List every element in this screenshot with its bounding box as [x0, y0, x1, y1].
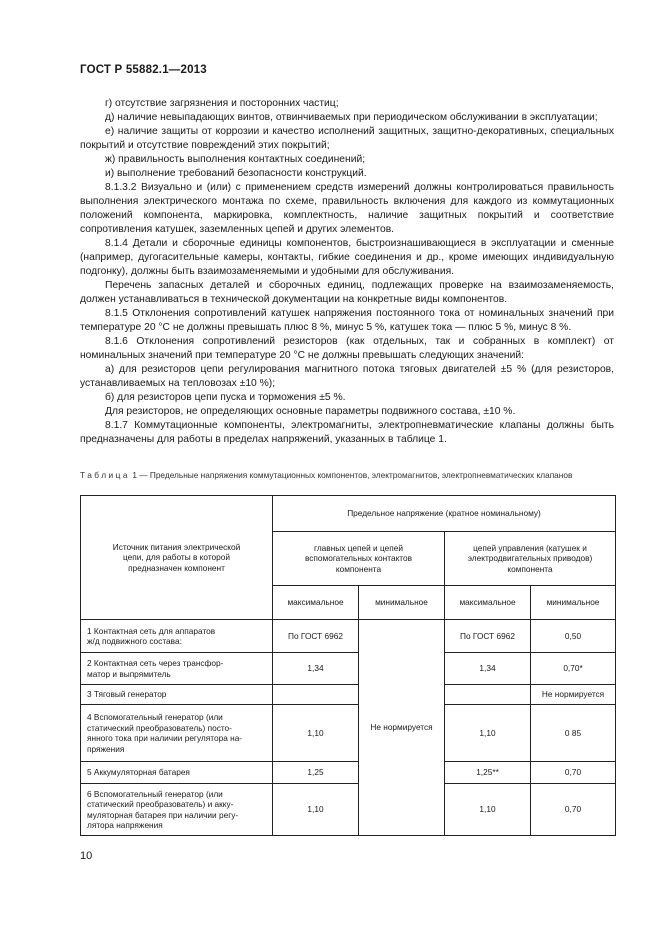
clause-paragraph: 8.1.4 Детали и сборочные единицы компонентов, быстроизнашивающиеся в эксплуатации и сменные (например, дугогасительные камеры, контакты, гибкие соединения и др., кроме имеющих индивидуальную подгонку), должны быть взаимозаменяемыми и удобными для обслуживания.: [80, 238, 614, 277]
header-control-circuits: цепей управления (катушек и электродвигательных приводов) компонента: [445, 532, 616, 586]
table-row: [81, 762, 616, 784]
source-line: статический преобразователь) и акку-: [87, 799, 234, 809]
source-line: 5 Аккумуляторная батарея: [87, 767, 190, 778]
table-caption-word: Таблица: [80, 470, 131, 480]
source-line: 3 Тяговый генератор: [87, 689, 167, 700]
source-line: матор и выпрямитель: [87, 668, 171, 679]
clause-paragraph: 8.1.7 Коммутационные компоненты, электромагниты, электропневматические клапаны должны быть предназначены для работы в пределах напряжений, указанных в таблице 1.: [80, 420, 614, 445]
voltage-limits-table: [80, 495, 616, 836]
clause-paragraph: Для резисторов, не определяющих основные параметры подвижного состава, ±10 %.: [105, 406, 516, 417]
source-line: статический преобразователь) посто-: [87, 722, 232, 733]
source-line: 1 Контактная сеть для аппаратов: [87, 625, 216, 636]
source-line: ж/д подвижного состава:: [87, 636, 182, 646]
main-max-cell: 1,10: [273, 705, 359, 762]
main-max-cell: 1,34: [273, 653, 359, 685]
ctrl-min-cell: 0 85: [531, 705, 616, 762]
body-text: [80, 97, 614, 447]
header-main-circuits: главных цепей и цепей вспомогательных контактов компонента: [273, 532, 445, 586]
ctrl-min-cell: 0,70*: [531, 653, 616, 685]
header-source: Источник питания электрической цепи, для работы в которой предназначен компонент: [81, 496, 273, 620]
main-max-cell: 1,25: [273, 762, 359, 784]
list-item: ж) правильность выполнения контактных соединений;: [105, 154, 366, 165]
clause-paragraph: 8.1.5 Отклонения сопротивлений катушек напряжения постоянного тока от номинальных значений при температуре 20 °C не должны превышать плюс 8 %, минус 5 %, катушек тока — плюс 5 %, минус 8 %.: [80, 308, 614, 333]
main-max-cell: По ГОСТ 6962: [273, 620, 359, 653]
table-row: [81, 620, 616, 653]
ctrl-min-cell: 0,50: [531, 620, 616, 653]
ctrl-min-cell: 0,70: [531, 784, 616, 836]
source-cell: [81, 685, 273, 705]
table-row: [81, 685, 616, 705]
list-item: и) выполнение требований безопасности конструкций.: [105, 168, 367, 179]
source-cell: [81, 762, 273, 784]
list-item: е) наличие защиты от коррозии и качество исполнений защитных, защитно-декоративных, специальных покрытий и отсутствие повреждений этих покрытий;: [80, 126, 614, 151]
ctrl-max-cell: 1,25**: [445, 762, 531, 784]
source-line: 2 Контактная сеть через трансфор-: [87, 658, 224, 668]
main-max-cell: 1,10: [273, 784, 359, 836]
ctrl-max-cell: [445, 685, 531, 705]
header-min: минимальное: [359, 586, 445, 620]
table-caption-text: 1 — Предельные напряжения коммутационных компонентов, электромагнитов, электропневматических клапанов: [130, 470, 573, 480]
main-min-cell: Не нормируется: [359, 620, 445, 836]
source-line: 4 Вспомогательный генератор (или: [87, 712, 223, 722]
source-line: лятора напряжения: [87, 820, 163, 830]
list-item: г) отсутствие загрязнения и посторонних частиц;: [105, 98, 339, 109]
ctrl-min-cell: 0,70: [531, 762, 616, 784]
table-row: [81, 784, 616, 836]
header-limit: Предельное напряжение (кратное номинальному): [273, 496, 616, 532]
source-cell: [81, 620, 273, 653]
ctrl-max-cell: 1,10: [445, 705, 531, 762]
table-row: [81, 705, 616, 762]
standard-header: ГОСТ Р 55882.1—2013: [80, 64, 207, 76]
list-item: д) наличие невыпадающих винтов, отвинчиваемых при периодическом обслуживании в эксплуатации;: [105, 112, 598, 123]
table-caption: [80, 470, 614, 481]
list-item: а) для резисторов цепи регулирования магнитного потока тяговых двигателей ±5 % (для резисторов, устанавливаемых на тепловозах ±10 %);: [80, 364, 614, 389]
clause-paragraph: 8.1.6 Отклонения сопротивлений резисторов (как отдельных, так и собранных в комплект) от номинальных значений при температуре 20 °C не должны превышать следующих значений:: [80, 336, 614, 361]
ctrl-min-cell: Не нормируется: [531, 685, 616, 705]
source-line: 6 Вспомогательный генератор (или: [87, 788, 223, 799]
table-row: [81, 653, 616, 685]
clause-paragraph: 8.1.3.2 Визуально и (или) с применением средств измерений должны контролироваться правильность выполнения электрического монтажа по схеме, правильность включения для каждого из коммутационных положений компонента, маркировка, комплектность, наличие защитных покрытий и соответствие сопротивления катушек, заземленных цепей и других элементов.: [80, 182, 614, 235]
header-min: минимальное: [531, 586, 616, 620]
clause-paragraph: Перечень запасных деталей и сборочных единиц, подлежащих проверке на взаимозаменяемость, должен устанавливаться в технической документации на конкретные виды компонентов.: [80, 280, 614, 305]
source-cell: [81, 705, 273, 762]
main-max-cell: [273, 685, 359, 705]
ctrl-max-cell: 1,10: [445, 784, 531, 836]
source-cell: [81, 653, 273, 685]
header-max: максимальное: [273, 586, 359, 620]
source-line: янного тока при наличии регулятора на-: [87, 733, 243, 743]
source-line: пряжения: [87, 743, 125, 754]
source-cell: [81, 784, 273, 836]
ctrl-max-cell: По ГОСТ 6962: [445, 620, 531, 653]
header-max: максимальное: [445, 586, 531, 620]
list-item: б) для резисторов цепи пуска и торможения ±5 %.: [105, 392, 346, 403]
page-number: 10: [80, 850, 93, 862]
source-line: муляторная батарея при наличии регу-: [87, 809, 239, 820]
ctrl-max-cell: 1,34: [445, 653, 531, 685]
